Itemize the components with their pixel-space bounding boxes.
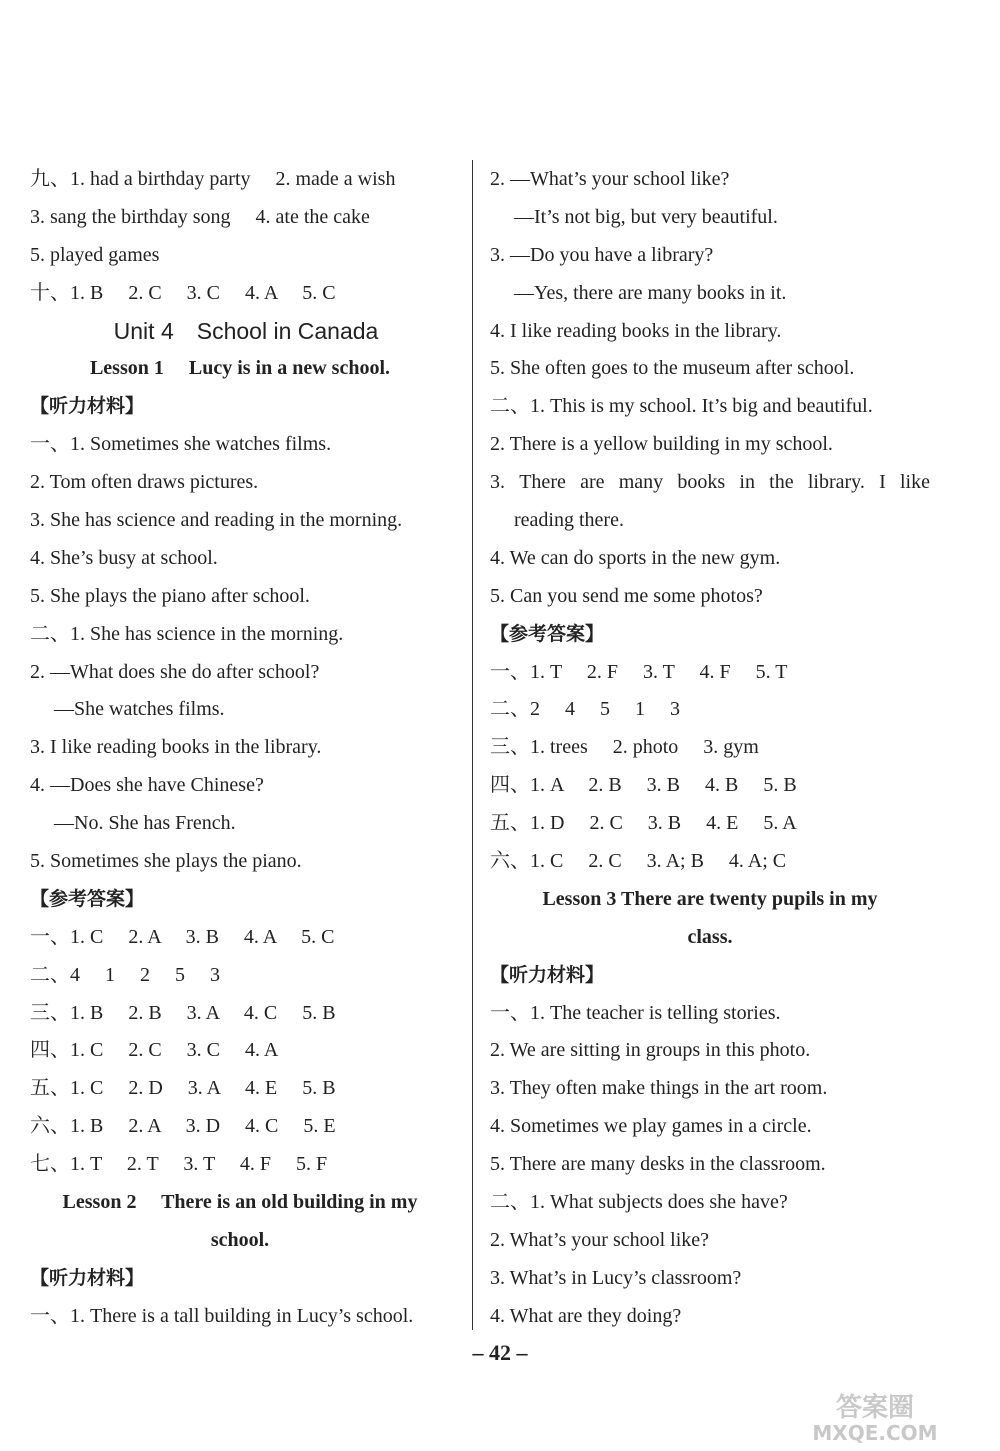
word: the [769,471,794,494]
answer-line: 2. We are sitting in groups in this photo. [490,1039,811,1062]
answer-line: —It’s not big, but very beautiful. [514,205,778,228]
column-divider [472,160,473,1330]
answer-line: 一、1. T 2. F 3. T 4. F 5. T [490,660,788,683]
word: in [739,471,755,494]
page-number: – 42 – [472,1340,528,1365]
answer-line: 一、1. Sometimes she watches films. [30,433,332,456]
answer-line: 4. I like reading books in the library. [490,319,782,342]
answer-line: 五、1. D 2. C 3. B 4. E 5. A [490,812,797,835]
unit-title: Unit 4 School in Canada [113,317,379,344]
watermark-bottom: MXQE.COM [812,1421,938,1445]
watermark-top: 答案圈 [835,1393,915,1423]
section-label: 【听力材料】 [30,1266,145,1289]
answer-line: 2. What’s your school like? [490,1228,710,1251]
answer-line: 5. She often goes to the museum after school. [490,357,855,380]
answer-line: —No. She has French. [54,812,236,835]
answer-line: 2. —What’s your school like? [490,168,730,190]
section-label: 【参考答案】 [30,887,145,910]
word: are [580,471,605,494]
answer-line: 五、1. C 2. D 3. A 4. E 5. B [30,1077,336,1100]
answer-line: 5. Sometimes she plays the piano. [30,850,302,873]
word: I [879,471,886,494]
answer-line: —Yes, there are many books in it. [514,281,787,304]
lesson-title: Lesson 3 There are twenty pupils in my [542,887,878,910]
answer-line: —She watches films. [54,698,225,721]
answer-line: 4. What are they doing? [490,1304,682,1327]
answer-line [490,464,930,502]
answer-line: 三、1. B 2. B 3. A 4. C 5. B [30,1001,336,1024]
answer-line: 3. sang the birthday song 4. ate the cake [30,205,370,228]
word: 3. [490,471,505,494]
answer-line: 3. She has science and reading in the morning. [30,509,403,532]
answer-line: 二、1. This is my school. It’s big and beautiful. [490,395,873,418]
section-label: 【听力材料】 [490,963,605,986]
answer-line: 二、2 4 5 1 3 [490,698,680,721]
answer-line: 5. played games [30,243,160,266]
answer-line: 九、1. had a birthday party 2. made a wish [30,168,396,190]
section-label: 【听力材料】 [30,395,145,418]
answer-line: 六、1. C 2. C 3. A; B 4. A; C [490,850,787,873]
answer-line: 四、1. A 2. B 3. B 4. B 5. B [490,774,797,797]
answer-line: 二、1. She has science in the morning. [30,622,344,645]
answer-line: 5. She plays the piano after school. [30,584,310,607]
answer-line: 3. What’s in Lucy’s classroom? [490,1266,742,1289]
answer-line: 3. They often make things in the art room. [490,1077,828,1100]
answer-line: 4. She’s busy at school. [30,546,218,569]
section-label: 【参考答案】 [490,622,605,645]
word: books [677,471,726,494]
answer-line: 2. —What does she do after school? [30,660,320,683]
right-column [490,161,930,1336]
answer-line: 5. Can you send me some photos? [490,584,763,607]
answer-line: reading there. [514,509,624,532]
answer-line: 七、1. T 2. T 3. T 4. F 5. F [30,1153,328,1176]
word: many [618,471,664,494]
watermark-logo [770,1390,980,1445]
lesson-title: Lesson 2 There is an old building in my [62,1191,418,1214]
lesson-title: school. [210,1228,270,1251]
answer-line: 三、1. trees 2. photo 3. gym [490,736,759,759]
word: library. [807,471,865,494]
word: like [899,471,930,494]
left-column [30,161,450,1336]
answer-line: 2. There is a yellow building in my school. [490,433,833,456]
answer-line: 一、1. There is a tall building in Lucy’s school. [30,1304,414,1327]
answer-line: 3. —Do you have a library? [490,243,714,266]
answer-line: 四、1. C 2. C 3. C 4. A [30,1039,279,1062]
answer-line: 一、1. C 2. A 3. B 4. A 5. C [30,925,335,948]
answer-line: 六、1. B 2. A 3. D 4. C 5. E [30,1115,336,1138]
lesson-title: class. [687,925,733,948]
answer-line: 4. Sometimes we play games in a circle. [490,1115,812,1138]
answer-line: 一、1. The teacher is telling stories. [490,1001,781,1024]
answer-line: 4. —Does she have Chinese? [30,774,264,797]
answer-line: 二、1. What subjects does she have? [490,1191,788,1214]
answer-line: 十、1. B 2. C 3. C 4. A 5. C [30,281,336,304]
answer-line: 5. There are many desks in the classroom. [490,1153,826,1176]
word: There [519,471,566,494]
answer-line: 4. We can do sports in the new gym. [490,546,781,569]
answer-line: 2. Tom often draws pictures. [30,471,259,494]
lesson-title: Lesson 1 Lucy is in a new school. [89,357,391,380]
answer-line: 3. I like reading books in the library. [30,736,322,759]
answer-line: 二、4 1 2 5 3 [30,963,220,986]
